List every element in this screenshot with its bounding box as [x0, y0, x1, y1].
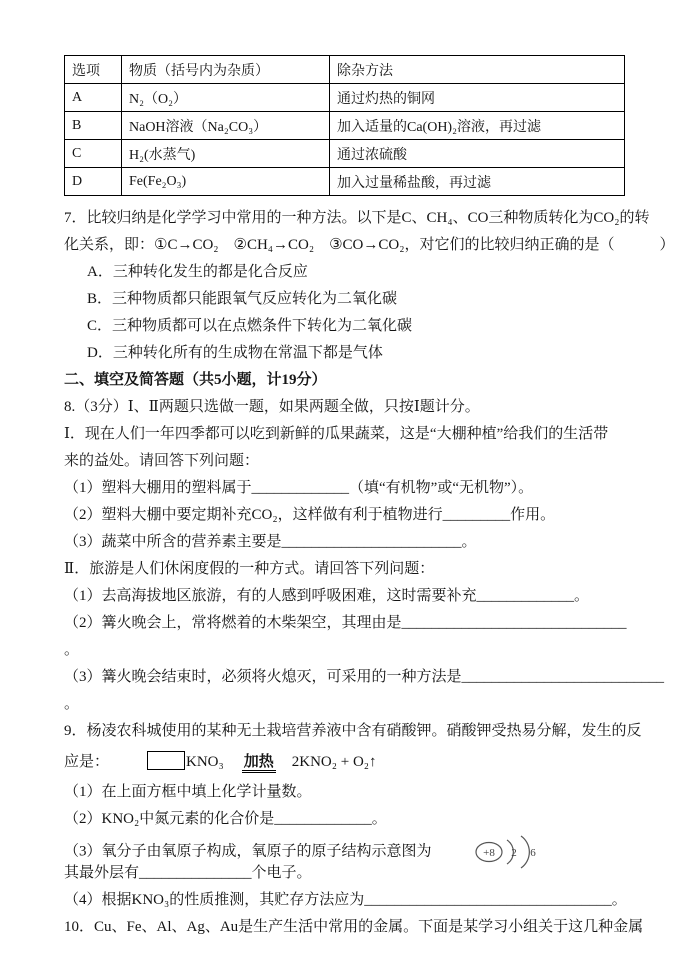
q8-part2-item3-wrap: 。: [64, 696, 80, 712]
q8-part2-item1: [64, 583, 632, 610]
q9-item3-line2-text: 其最外层有: [64, 865, 140, 881]
q7-option-d: D．三种转化所有的生成物在常温下都是气体: [87, 345, 383, 361]
q7-line1: 7．比较归纳是化学学习中常用的一种方法。以下是C、CH₄、CO三种物质转化为CO₂的转: [64, 210, 650, 226]
q8-part2-item3: [64, 664, 665, 691]
q9-intro: 9．杨凌农科城使用的某种无土栽培营养液中含有硝酸钾。硝酸钾受热易分解，发生的反: [64, 723, 642, 739]
cell-method-d: 加入过量稀盐酸，再过滤: [330, 168, 625, 196]
fill-in-blank: ________________________: [281, 534, 462, 550]
cell-substance-a: N₂（O₂）: [122, 84, 330, 112]
q8-part2-item1-text: （1）去高海拔地区旅游，有的人感到呼吸困难，这时需要补充: [64, 588, 477, 604]
cell-option-b: B: [65, 112, 122, 140]
q8-part1-item1: [64, 475, 632, 502]
fill-in-blank: _____________: [251, 480, 350, 496]
q9-equation-lead: 应是：: [64, 754, 110, 770]
q7-option-c: C．三种物质都可以在点燃条件下转化为二氧化碳: [87, 318, 413, 334]
q9-item4-suffix: 。: [611, 892, 627, 908]
fill-in-blank: ______________________________: [401, 615, 627, 631]
q8-part1-item3: [64, 529, 632, 556]
q8-part1-item1-suffix: （填“有机物”或“无机物”）。: [349, 480, 534, 496]
q9-item2-text: （2）KNO₂中氮元素的化合价是: [64, 811, 275, 827]
q9-item3-line1: [64, 833, 632, 860]
q9-item3-line2-suffix: 个电子。: [251, 865, 312, 881]
nucleus-charge-label: +8: [482, 847, 495, 859]
q8-part2-item2-wrap: 。: [64, 642, 80, 658]
header-substance: 物质（括号内为杂质）: [122, 56, 330, 84]
cell-option-a: A: [65, 84, 122, 112]
cell-substance-b: NaOH溶液（Na₂CO₃）: [122, 112, 330, 140]
fill-in-blank: ___________________________: [461, 669, 665, 685]
stoichiometry-answer-box: [147, 751, 185, 770]
q8-intro: 8.（3分）Ⅰ、Ⅱ两题只选做一题，如果两题全做，只按Ⅰ题计分。: [64, 399, 480, 415]
cell-method-c: 通过浓硫酸: [330, 140, 625, 168]
header-method: 除杂方法: [330, 56, 625, 84]
fill-in-blank: _______________: [139, 865, 252, 881]
q9-equation-reactant: KNO₃: [186, 754, 224, 770]
table-row: [65, 112, 625, 140]
q9-equation-condition: 加热: [242, 754, 276, 773]
fill-in-blank: _________________________________: [364, 892, 612, 908]
cell-substance-d: Fe(Fe₂O₃): [122, 168, 330, 196]
oxygen-atom-structure-diagram: [474, 833, 544, 871]
q8-part1-item1-text: （1）塑料大棚用的塑料属于: [64, 480, 252, 496]
cell-method-a: 通过灼热的铜网: [330, 84, 625, 112]
q7-option-a: A．三种转化发生的都是化合反应: [87, 264, 308, 280]
header-option: 选项: [65, 56, 122, 84]
q9-item2: [64, 806, 632, 833]
electron-shell-arc-2: [521, 836, 529, 868]
q9-item4-text: （4）根据KNO₃的性质推测，其贮存方法应为: [64, 892, 365, 908]
q8-part2-item3-text: （3）篝火晚会结束时，必须将火熄灭，可采用的一种方法是: [64, 669, 462, 685]
q9-item3-line2: [64, 860, 632, 887]
table-row: [65, 168, 625, 196]
q9-equation-products: 2KNO₂ + O₂↑: [291, 754, 377, 770]
section2-heading: 二、填空及简答题（共5小题，计19分）: [64, 372, 327, 388]
fill-in-blank: _________: [442, 507, 511, 523]
q8-part1-intro-line1: Ⅰ．现在人们一年四季都可以吃到新鲜的瓜果蔬菜，这是“大棚种植”给我们的生活带: [64, 426, 609, 442]
q8-part1-item2: [64, 502, 632, 529]
fill-in-blank: _____________: [274, 811, 372, 827]
purification-table: [64, 55, 625, 196]
q8-part1-item3-text: （3）蔬菜中所含的营养素主要是: [64, 534, 282, 550]
table-header-row: [65, 56, 625, 84]
q8-part2-item2-text: （2）篝火晚会上，常将燃着的木柴架空，其理由是: [64, 615, 402, 631]
shell1-electron-count: 2: [510, 847, 517, 859]
q9-item2-suffix: 。: [371, 811, 387, 827]
q10-line1: 10．Cu、Fe、Al、Ag、Au是生产生活中常用的金属。下面是某学习小组关于这几种金属: [64, 919, 644, 935]
q8-part2-intro: Ⅱ．旅游是人们休闲度假的一种方式。请回答下列问题：: [64, 561, 435, 577]
table-row: [65, 140, 625, 168]
q8-part1-item3-suffix: 。: [461, 534, 477, 550]
cell-substance-c: H₂(水蒸气): [122, 140, 330, 168]
cell-option-d: D: [65, 168, 122, 196]
table-row: [65, 84, 625, 112]
q8-part1-item2-suffix: 作用。: [510, 507, 556, 523]
cell-method-b: 加入适量的Ca(OH)₂溶液，再过滤: [330, 112, 625, 140]
q7-line2: 化关系，即：①C→CO₂ ②CH₄→CO₂ ③CO→CO₂，对它们的比较归纳正确的是（ ）: [64, 237, 675, 253]
shell2-electron-count: 6: [529, 847, 536, 859]
q9-item3-text: （3）氧分子由氧原子构成，氧原子的原子结构示意图为: [64, 843, 432, 860]
q8-part2-item1-suffix: 。: [574, 588, 590, 604]
q9-item4: [64, 887, 632, 914]
cell-option-c: C: [65, 140, 122, 168]
q9-item1: （1）在上面方框中填上化学计量数。: [64, 784, 312, 800]
q8-part1-intro-line2: 来的益处。请回答下列问题：: [64, 453, 260, 469]
q9-equation: [64, 745, 632, 779]
q7-option-b: B．三种物质都只能跟氧气反应转化为二氧化碳: [87, 291, 398, 307]
q8-part1-item2-text: （2）塑料大棚中要定期补充CO₂，这样做有利于植物进行: [64, 507, 443, 523]
fill-in-blank: _____________: [476, 588, 575, 604]
q8-part2-item2: [64, 610, 632, 637]
